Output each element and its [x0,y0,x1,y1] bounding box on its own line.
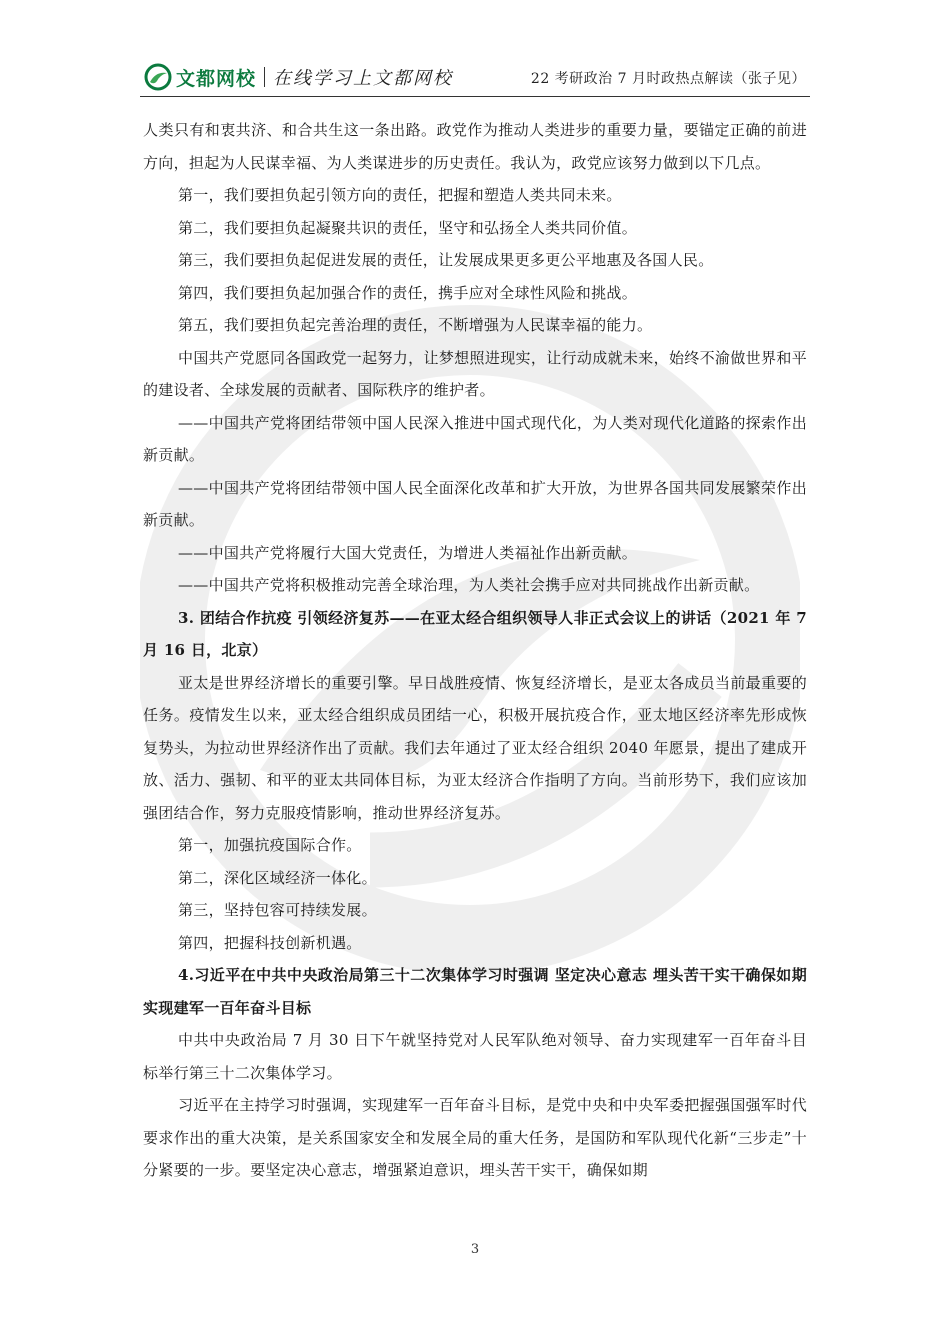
paragraph: 人类只有和衷共济、和合共生这一条出路。政党作为推动人类进步的重要力量，要锚定正确的前进方向，担起为人民谋幸福、为人类谋进步的历史责任。我认为，政党应该努力做到以下几点。 [143,121,807,172]
page-header [140,58,810,97]
paragraph: 第五，我们要担负起完善治理的责任，不断增强为人民谋幸福的能力。 [178,316,653,334]
logo-name: 文都网校 [176,67,257,90]
document-title: 22 考研政治 7 月时政热点解读（张子见） [530,71,806,87]
paragraph: 习近平在主持学习时强调，实现建军一百年奋斗目标，是党中央和中央军委把握强国强军时代要求作出的重大决策，是关系国家安全和发展全局的重大任务，是国防和军队现代化新“三步走”十分紧要的一步。要坚定决心意志，增强紧迫意识，埋头苦干实干，确保如期 [143,1096,807,1179]
logo-separator [264,67,265,87]
wendu-leaf-logo-icon [144,63,172,91]
paragraph: 第二，我们要担负起凝聚共识的责任，坚守和弘扬全人类共同价值。 [178,218,638,237]
paragraph: 中共中央政治局 7 月 30 日下午就坚持党对人民军队绝对领导、奋力实现建军一百年奋斗目标举行第三十二次集体学习。 [143,1031,807,1082]
paragraph: 中国共产党愿同各国政党一起努力，让梦想照进现实，让行动成就未来，始终不渝做世界和平的建设者、全球发展的贡献者、国际秩序的维护者。 [143,348,807,399]
paragraph: 第一，我们要担负起引领方向的责任，把握和塑造人类共同未来。 [178,186,622,204]
paragraph: ——中国共产党将履行大国大党责任，为增进人类福祉作出新贡献。 [178,543,638,562]
paragraph: 第四，我们要担负起加强合作的责任，携手应对全球性风险和挑战。 [178,283,638,302]
paragraph: ——中国共产党将团结带领中国人民全面深化改革和扩大开放，为世界各国共同发展繁荣作出新贡献。 [143,478,807,529]
paragraph: 第二，深化区域经济一体化。 [178,868,377,887]
paragraph: ——中国共产党将积极推动完善全球治理，为人类社会携手应对共同挑战作出新贡献。 [178,576,760,594]
section-heading: 4.习近平在中共中央政治局第三十二次集体学习时强调 坚定决心意志 埋头苦干实干确保如期实现建军一百年奋斗目标 [143,966,807,1017]
paragraph: 第四，把握科技创新机遇。 [178,933,362,952]
paragraph: ——中国共产党将团结带领中国人民深入推进中国式现代化，为人类对现代化道路的探索作出新贡献。 [143,413,807,464]
document-body [143,114,807,1187]
paragraph: 亚太是世界经济增长的重要引擎。早日战胜疫情、恢复经济增长，是亚太各成员当前最重要的任务。疫情发生以来，亚太经合组织成员团结一心，积极开展抗疫合作，亚太地区经济率先形成恢复势头，为拉动世界经济作出了贡献。我们去年通过了亚太经合组织 2040 年愿景，提出了建成开放、活力、强韧、和平的亚太共同体目标，为亚太经济合作指明了方向。当前形势下，我们应该加强团结合作，努力克服疫情影响，推动世界经济复苏。 [143,673,807,822]
section-heading: 3. 团结合作抗疫 引领经济复苏——在亚太经合组织领导人非正式会议上的讲话（2021 年 7 月 16 日，北京） [143,608,807,659]
paragraph: 第三，坚持包容可持续发展。 [178,901,377,919]
page-number: 3 [470,1242,480,1257]
paragraph: 第一，加强抗疫国际合作。 [178,836,362,854]
paragraph: 第三，我们要担负起促进发展的责任，让发展成果更多更公平地惠及各国人民。 [178,251,714,269]
brand-logo [144,60,453,94]
logo-slogan: 在线学习上文都网校 [273,68,454,89]
